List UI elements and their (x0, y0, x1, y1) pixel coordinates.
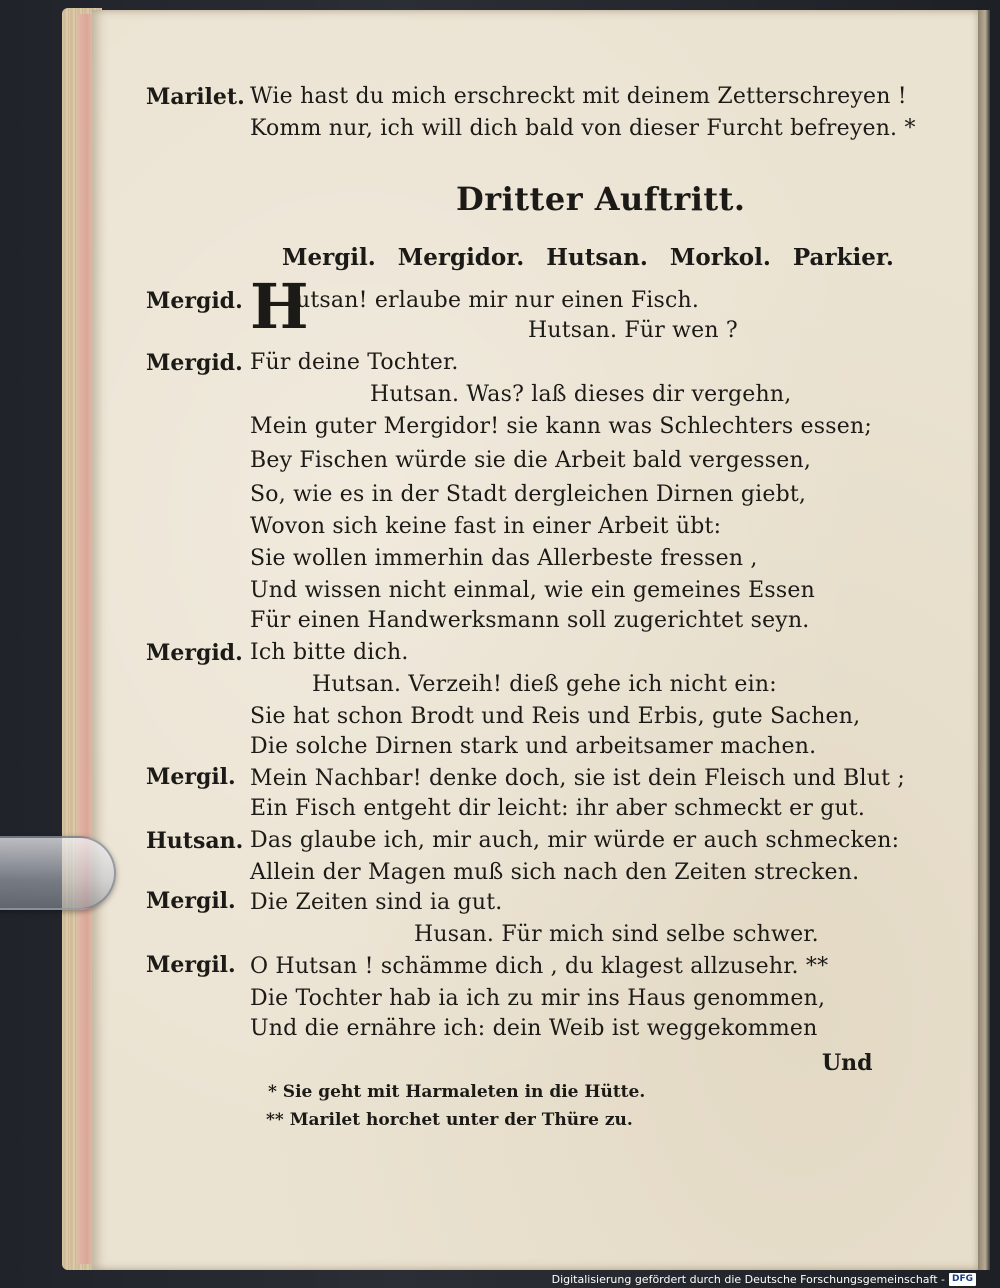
verse-line: Die solche Dirnen stark und arbeitsamer machen. (250, 734, 817, 759)
verse-line: Wie hast du mich erschreckt mit deinem Zetterschreyen ! (250, 84, 907, 109)
verse-line: Hutsan. Für wen ? (528, 318, 738, 343)
verse-line: Husan. Für mich sind selbe schwer. (414, 922, 819, 947)
digitization-credit (552, 1270, 976, 1288)
speaker-label: Hutsan. (146, 828, 244, 854)
speaker-label: Marilet. (146, 84, 245, 110)
footnote: ** Marilet horchet unter der Thüre zu. (266, 1110, 633, 1130)
verse-line: Bey Fischen würde sie die Arbeit bald vergessen, (250, 448, 812, 473)
verse-line: O Hutsan ! schämme dich , du klagest allzusehr. ** (250, 954, 829, 979)
verse-line: Für einen Handwerksmann soll zugerichtet seyn. (250, 608, 810, 633)
verse-line: Sie wollen immerhin das Allerbeste fressen , (250, 546, 758, 571)
verse-line: Ein Fisch entgeht dir leicht: ihr aber schmeckt er gut. (250, 796, 866, 821)
footnote: * Sie geht mit Harmaleten in die Hütte. (268, 1082, 646, 1102)
credit-text: Digitalisierung gefördert durch die Deutsche Forschungsgemeinschaft - (551, 1272, 945, 1286)
verse-line: Die Tochter hab ia ich zu mir ins Haus genommen, (250, 986, 826, 1011)
verse-line: Die Zeiten sind ia gut. (250, 890, 503, 915)
speaker-label: Mergid. (146, 350, 243, 376)
verse-line: Und die ernähre ich: dein Weib ist weggekommen (250, 1016, 818, 1041)
speaker-label: Mergid. (146, 640, 243, 666)
page-clip (0, 836, 116, 910)
verse-line: Und wissen nicht einmal, wie ein gemeines Essen (250, 578, 815, 603)
verse-line: Komm nur, ich will dich bald von dieser Furcht befreyen. * (250, 116, 916, 141)
verse-line: Allein der Magen muß sich nach den Zeiten strecken. (250, 860, 860, 885)
scene-heading: Dritter Auftritt. (456, 180, 746, 218)
verse-line: Mein Nachbar! denke doch, sie ist dein Fleisch und Blut ; (250, 766, 905, 791)
speaker-label: Mergil. (146, 764, 236, 790)
speaker-label: Mergid. (146, 288, 243, 314)
cast-list: Mergil. Mergidor. Hutsan. Morkol. Parkier. (282, 244, 894, 271)
verse-line: So, wie es in der Stadt dergleichen Dirnen giebt, (250, 482, 807, 507)
drop-cap-initial: H (250, 270, 309, 343)
verse-line: Hutsan. Verzeih! dieß gehe ich nicht ein: (312, 672, 777, 697)
verse-line: Das glaube ich, mir auch, mir würde er auch schmecken: (250, 828, 900, 853)
verse-line: utsan! erlaube mir nur einen Fisch. (296, 288, 700, 313)
dfg-logo: DFG (949, 1273, 976, 1286)
speaker-label: Mergil. (146, 952, 236, 978)
verse-line: Ich bitte dich. (250, 640, 409, 665)
verse-line: Mein guter Mergidor! sie kann was Schlechters essen; (250, 414, 872, 439)
speaker-label: Mergil. (146, 888, 236, 914)
verse-line: Wovon sich keine fast in einer Arbeit übt: (250, 514, 722, 539)
verse-line: Für deine Tochter. (250, 350, 459, 375)
verse-line: Sie hat schon Brodt und Reis und Erbis, gute Sachen, (250, 704, 861, 729)
page-right-edge (978, 10, 990, 1270)
catchword: Und (822, 1050, 873, 1076)
verse-line: Hutsan. Was? laß dieses dir vergehn, (370, 382, 792, 407)
